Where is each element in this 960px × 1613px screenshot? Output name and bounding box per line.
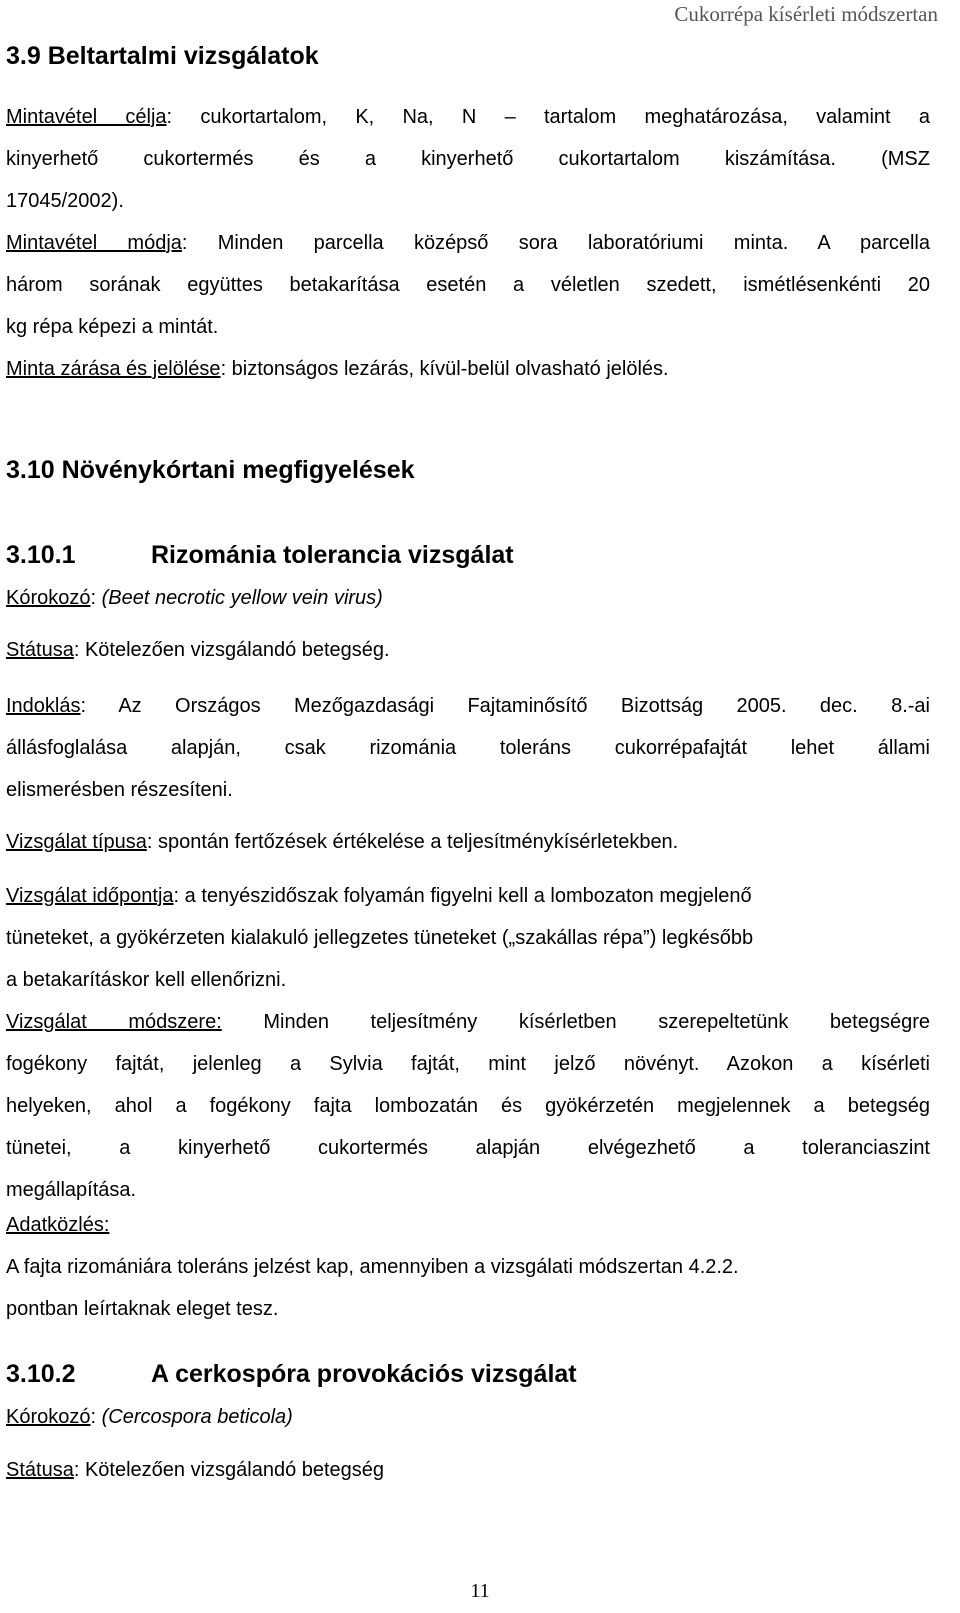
mmethod-line-2: fogékony fajtát, jelenleg a Sylvia fajtát, mint jelző növényt. Azokon a kísérleti <box>6 1053 930 1075</box>
section-heading-3-9: 3.9 Beltartalmi vizsgálatok <box>6 42 319 70</box>
type-value: : spontán fertőzések értékelése a teljesítménykísérletekben. <box>146 831 679 853</box>
method-line-3: kg répa képezi a mintát. <box>6 316 219 338</box>
status-label: Státusa <box>6 639 74 661</box>
mmethod-line-4: tünetei, a kinyerhető cukortermés alapján elvégezhető a toleranciaszint <box>6 1137 930 1159</box>
time-text-1: : a tenyészidőszak folyamán figyelni kell a lombozaton megjelenő <box>173 885 752 907</box>
subsection-title: Rizománia tolerancia vizsgálat <box>151 541 514 569</box>
closing-label: Minta zárása és jelölése <box>6 358 221 380</box>
method-line-1 <box>6 231 930 255</box>
subsection-heading-3-10-2 <box>6 1360 577 1389</box>
reason-label: Indoklás <box>6 695 81 717</box>
time-line-2: tüneteket, a gyökérzeten kialakuló jellegzetes tüneteket („szakállas répa”) legkésőbb <box>6 927 754 949</box>
method-label: Mintavétel módja <box>6 232 182 254</box>
mmethod-line-1 <box>6 1010 930 1034</box>
time-label: Vizsgálat időpontja <box>6 885 174 907</box>
subsection-number: 3.10.1 <box>6 541 76 569</box>
status-value: : Kötelezően vizsgálandó betegség. <box>73 639 390 661</box>
subsection-heading-3-10-1 <box>6 541 514 570</box>
mmethod-line-3: helyeken, ahol a fogékony fajta lombozatán és gyökérzetén megjelennek a betegség <box>6 1095 930 1117</box>
status-label-2: Státusa <box>6 1459 74 1481</box>
closing-line <box>6 357 669 381</box>
purpose-line-3: 17045/2002). <box>6 190 124 212</box>
reason-line-1 <box>6 694 930 718</box>
reason-line-2: állásfoglalása alapján, csak rizománia toleráns cukorrépafajtát lehet állami <box>6 737 930 759</box>
mmethod-text-1: Minden teljesítmény kísérletben szerepeltetünk betegségre <box>221 1011 931 1033</box>
pathogen-label-2: Kórokozó <box>6 1406 91 1428</box>
pathogen-line <box>6 586 383 610</box>
subsection-number-2: 3.10.2 <box>6 1360 76 1388</box>
pathogen-sep-2: : <box>90 1406 102 1428</box>
type-line <box>6 830 678 854</box>
purpose-label: Mintavétel célja <box>6 106 167 128</box>
mmethod-label: Vizsgálat módszere: <box>6 1011 222 1033</box>
purpose-line-2: kinyerhető cukortermés és a kinyerhető cukortartalom kiszámítása. (MSZ <box>6 148 930 170</box>
mmethod-line-5: megállapítása. <box>6 1179 137 1201</box>
purpose-text-1: : cukortartalom, K, Na, N – tartalom meghatározása, valamint a <box>166 106 930 128</box>
method-text-1: : Minden parcella középső sora laboratóriumi minta. A parcella <box>181 232 930 254</box>
pathogen-line-2 <box>6 1405 293 1429</box>
status-line-2 <box>6 1458 384 1482</box>
type-label: Vizsgálat típusa <box>6 831 147 853</box>
pathogen-value: (Beet necrotic yellow vein virus) <box>101 587 383 609</box>
section-heading-3-10: 3.10 Növénykórtani megfigyelések <box>6 456 415 484</box>
running-header: Cukorrépa kísérleti módszertan <box>674 2 938 26</box>
data-label: Adatközlés: <box>6 1214 110 1236</box>
time-line-1 <box>6 884 752 908</box>
time-line-3: a betakarításkor kell ellenőrizni. <box>6 969 287 991</box>
status-value-2: : Kötelezően vizsgálandó betegség <box>73 1459 385 1481</box>
status-line <box>6 638 390 662</box>
data-line-2: pontban leírtaknak eleget tesz. <box>6 1298 279 1320</box>
pathogen-label: Kórokozó <box>6 587 91 609</box>
pathogen-value-2: (Cercospora beticola) <box>101 1406 293 1428</box>
closing-text: : biztonságos lezárás, kívül-belül olvasható jelölés. <box>220 358 669 380</box>
data-label-line <box>6 1213 109 1237</box>
page-number: 11 <box>470 1580 490 1602</box>
data-line-1: A fajta rizomániára toleráns jelzést kap, amennyiben a vizsgálati módszertan 4.2.2. <box>6 1256 739 1278</box>
pathogen-sep: : <box>90 587 102 609</box>
reason-text-1: : Az Országos Mezőgazdasági Fajtaminősítő Bizottság 2005. dec. 8.-ai <box>80 695 930 717</box>
reason-line-3: elismerésben részesíteni. <box>6 779 233 801</box>
purpose-line-1 <box>6 105 930 129</box>
method-line-2: három sorának együttes betakarítása esetén a véletlen szedett, ismétlésenkénti 20 <box>6 274 930 296</box>
subsection-title-2: A cerkospóra provokációs vizsgálat <box>151 1360 577 1388</box>
